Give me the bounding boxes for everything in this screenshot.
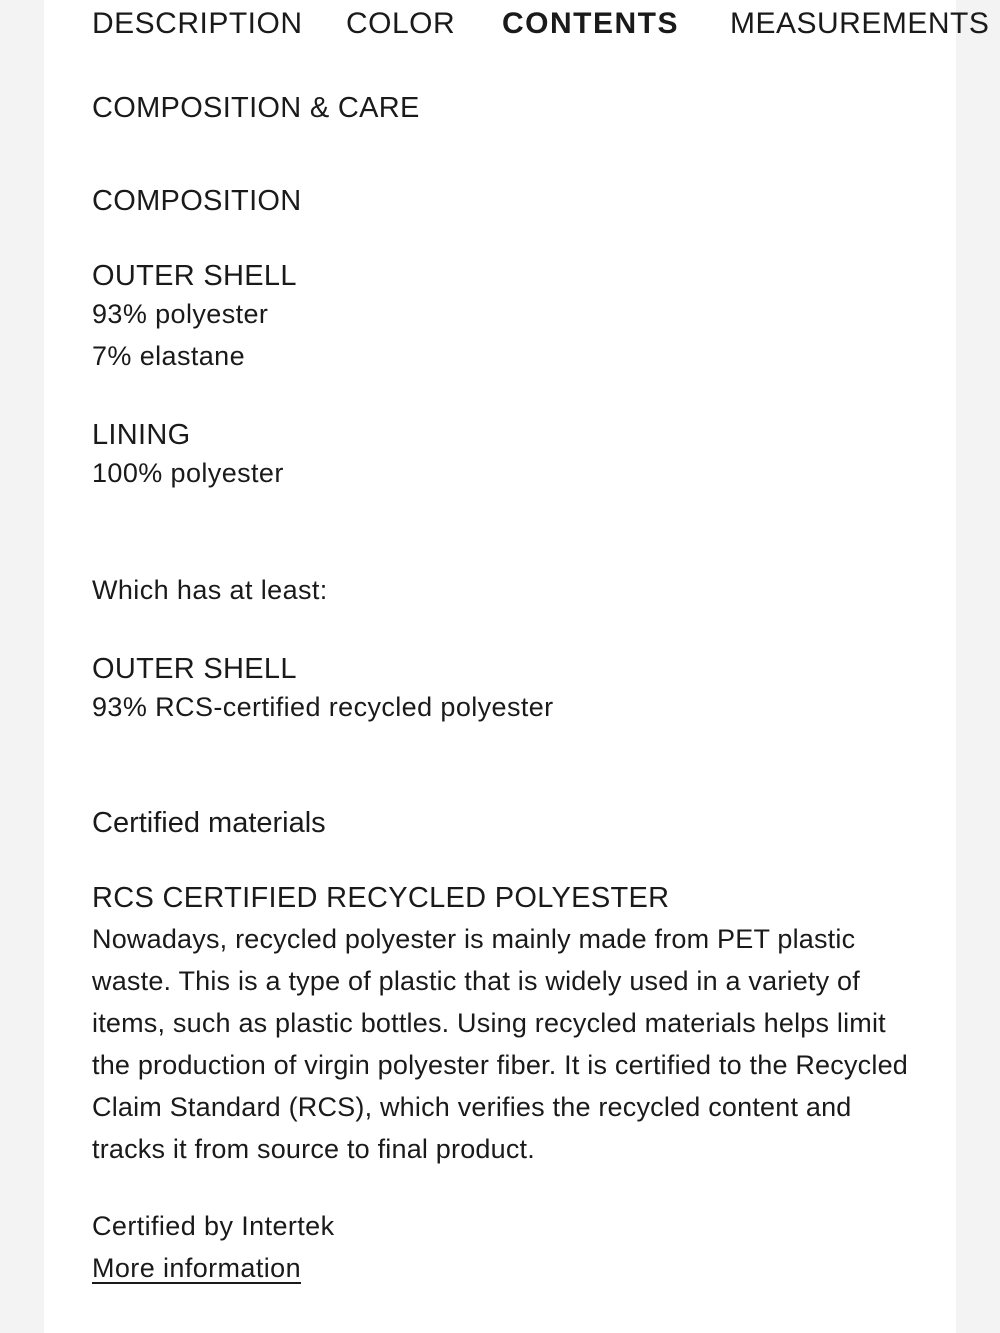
minimum-intro: Which has at least: (92, 575, 328, 605)
minimum-outer-shell-line-1: 93% RCS-certified recycled polyester (92, 692, 554, 722)
lining-label: LINING (92, 419, 191, 451)
tab-description[interactable]: DESCRIPTION (92, 7, 303, 40)
minimum-outer-shell-label: OUTER SHELL (92, 653, 297, 685)
material-description: Nowadays, recycled polyester is mainly made from PET plastic waste. This is a type of plastic that is widely used in a variety of items, such as plastic bottles. Using recycled materials helps limit the production of virgin polyester fiber. It is certified to the Recycled Claim Standard (RCS), which verifies the recycled content and tracks it from source to final product. (92, 924, 909, 1164)
tab-contents[interactable]: CONTENTS (502, 7, 679, 40)
composition-title: COMPOSITION (92, 185, 302, 217)
outer-shell-line-1: 93% polyester (92, 299, 269, 329)
section-title: COMPOSITION & CARE (92, 92, 420, 124)
lining-line-1: 100% polyester (92, 458, 284, 488)
tab-measurements[interactable]: MEASUREMENTS (730, 7, 990, 40)
tab-color[interactable]: COLOR (346, 7, 456, 40)
more-information-link[interactable]: More information (92, 1253, 301, 1283)
certified-materials-title: Certified materials (92, 807, 326, 839)
outer-shell-line-2: 7% elastane (92, 341, 246, 371)
certified-by: Certified by Intertek (92, 1211, 335, 1241)
details-tab-bar (92, 6, 990, 42)
material-title: RCS CERTIFIED RECYCLED POLYESTER (92, 882, 670, 914)
outer-shell-label: OUTER SHELL (92, 260, 297, 292)
product-details-panel (44, 0, 990, 1333)
